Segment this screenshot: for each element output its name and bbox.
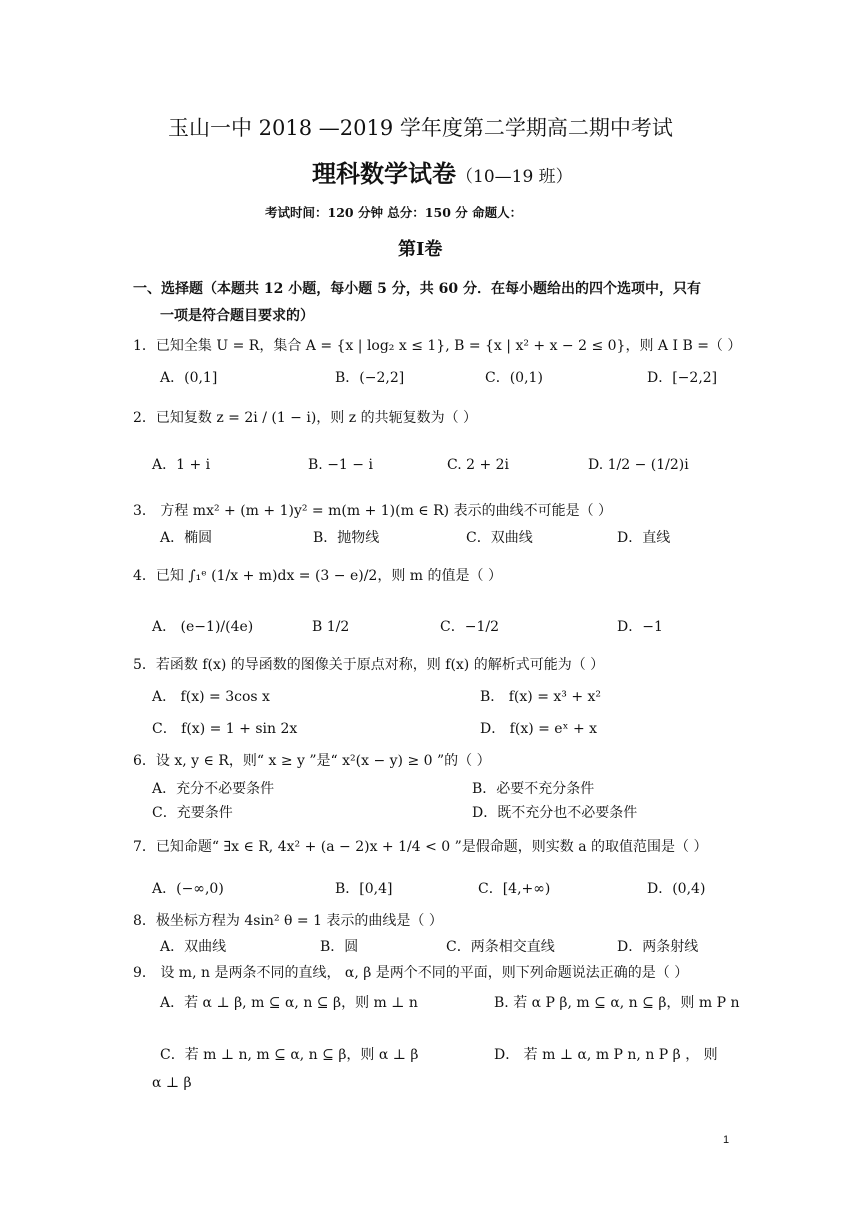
q4-option-c: C．−1/2 xyxy=(440,619,499,635)
page-number: 1 xyxy=(723,1134,730,1146)
q1-option-a: A．(0,1] xyxy=(160,370,218,386)
question-7-stem: 7．已知命题“ ∃x ∈ R, 4x² + (a − 2)x + 1/4 < 0 ”是假命题，则实数 a 的取值范围是（ ） xyxy=(133,839,708,855)
q7-option-d: D．(0,4) xyxy=(647,881,706,897)
q6-option-c: C．充要条件 xyxy=(152,805,233,821)
question-4-stem: 4．已知 ∫₁ᵉ (1/x + m)dx = (3 − e)/2，则 m 的值是（ ） xyxy=(133,568,502,584)
q3-option-a: A．椭圆 xyxy=(160,530,213,546)
q3-option-d: D．直线 xyxy=(617,530,671,546)
q9-option-d-cont: α ⊥ β xyxy=(152,1075,192,1091)
q9-option-c: C．若 m ⊥ n, m ⊆ α, n ⊆ β，则 α ⊥ β xyxy=(160,1047,419,1063)
q5-option-d: D． f(x) = eˣ + x xyxy=(480,721,598,737)
section-heading: 一、选择题（本题共 12 小题，每小题 5 分，共 60 分．在每小题给出的四个选项中，只有 xyxy=(133,281,701,297)
question-9-stem: 9． 设 m, n 是两条不同的直线， α, β 是两个不同的平面，则下列命题说法正确的是（ ） xyxy=(133,965,689,981)
section-heading-cont: 一项是符合题目要求的） xyxy=(160,308,314,324)
q5-option-a: A． f(x) = 3cos x xyxy=(152,689,270,705)
q9-option-d: D． 若 m ⊥ α, m P n, n P β ， 则 xyxy=(494,1047,718,1063)
q3-option-b: B．抛物线 xyxy=(313,530,380,546)
exam-meta: 考试时间：120 分钟 总分：150 分 命题人： xyxy=(265,205,523,220)
subject-main: 理科数学试卷 xyxy=(312,159,456,188)
q7-option-a: A．(−∞,0) xyxy=(152,881,224,897)
q2-option-c: C. 2 + 2i xyxy=(447,457,510,473)
q6-option-a: A．充分不必要条件 xyxy=(152,781,275,797)
q1-option-c: C．(0,1) xyxy=(485,370,543,386)
exam-school-title: 玉山一中 2018 —2019 学年度第二学期高二期中考试 xyxy=(168,116,673,140)
q2-option-d: D. 1/2 − (1/2)i xyxy=(588,457,689,473)
q7-option-c: C．[4,+∞) xyxy=(478,881,551,897)
subject-classes: （10—19 班） xyxy=(456,167,573,187)
q2-option-a: A．1 + i xyxy=(152,457,211,473)
q8-option-b: B．圆 xyxy=(320,939,359,955)
q4-option-a: A． (e−1)/(4e) xyxy=(152,619,254,635)
q5-option-b: B． f(x) = x³ + x² xyxy=(480,689,602,705)
q3-option-c: C．双曲线 xyxy=(466,530,533,546)
q1-option-d: D．[−2,2] xyxy=(647,370,718,386)
q8-option-d: D．两条射线 xyxy=(617,939,699,955)
q5-option-c: C． f(x) = 1 + sin 2x xyxy=(152,721,298,737)
q2-option-b: B. −1 − i xyxy=(308,457,373,473)
q9-option-b: B. 若 α P β, m ⊆ α, n ⊆ β，则 m P n xyxy=(494,995,740,1011)
question-2-stem: 2．已知复数 z = 2i / (1 − i)，则 z 的共轭复数为（ ） xyxy=(133,410,478,426)
q9-option-a: A．若 α ⊥ β, m ⊆ α, n ⊆ β，则 m ⊥ n xyxy=(160,995,418,1011)
q4-option-b: B 1/2 xyxy=(312,619,350,635)
q6-option-d: D．既不充分也不必要条件 xyxy=(472,805,638,821)
volume-heading: 第Ⅰ卷 xyxy=(398,239,443,260)
q1-option-b: B．(−2,2] xyxy=(335,370,405,386)
question-5-stem: 5．若函数 f(x) 的导函数的图像关于原点对称，则 f(x) 的解析式可能为（ ） xyxy=(133,657,605,673)
exam-subject-title xyxy=(312,159,573,192)
q8-option-a: A．双曲线 xyxy=(160,939,227,955)
q8-option-c: C．两条相交直线 xyxy=(446,939,555,955)
question-6-stem: 6．设 x, y ∈ R，则“ x ≥ y ”是“ x²(x − y) ≥ 0 ”的（ ） xyxy=(133,753,491,769)
q4-option-d: D．−1 xyxy=(617,619,663,635)
question-1-stem: 1．已知全集 U = R，集合 A = {x | log₂ x ≤ 1}, B = {x | x² + x − 2 ≤ 0}，则 A I B =（ ） xyxy=(133,338,742,354)
q7-option-b: B．[0,4] xyxy=(335,881,393,897)
q6-option-b: B．必要不充分条件 xyxy=(472,781,595,797)
question-3-stem: 3． 方程 mx² + (m + 1)y² = m(m + 1)(m ∈ R) 表示的曲线不可能是（ ） xyxy=(133,503,613,519)
question-8-stem: 8．极坐标方程为 4sin² θ = 1 表示的曲线是（ ） xyxy=(133,913,443,929)
